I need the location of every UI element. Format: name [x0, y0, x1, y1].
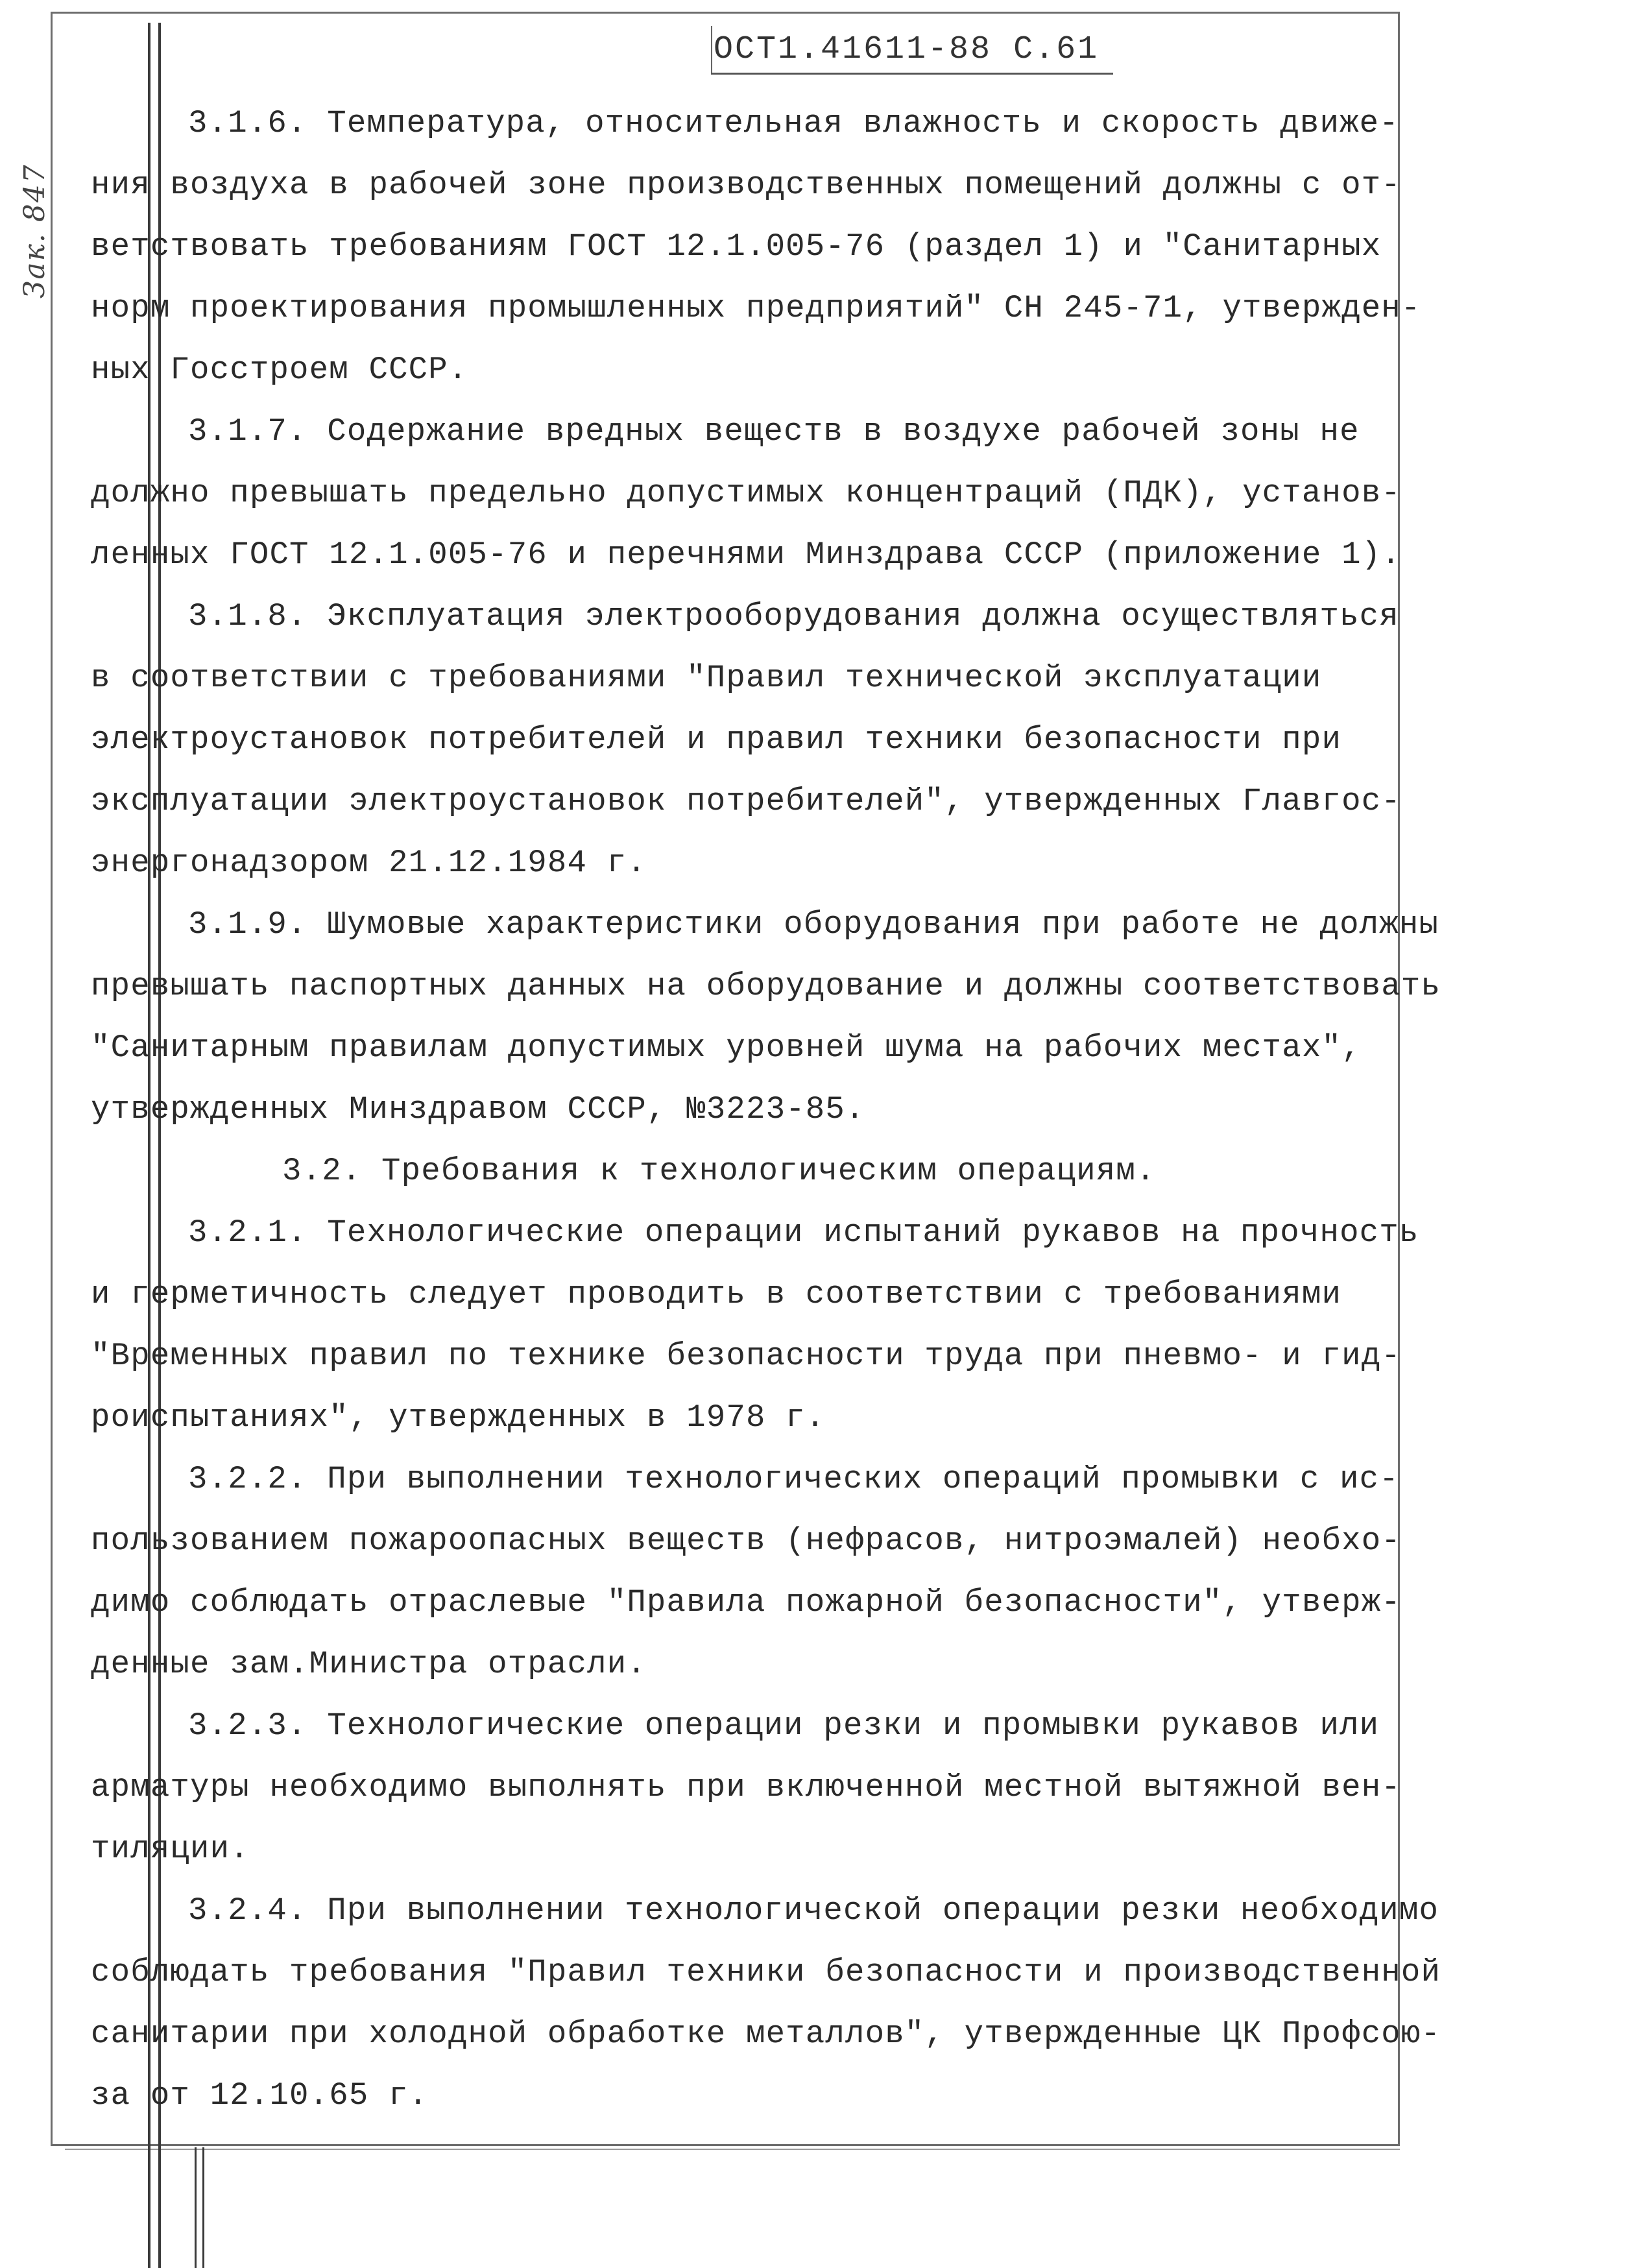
header-underline — [711, 73, 1113, 75]
text-line: денные зам.Министра отрасли. — [91, 1646, 647, 1682]
text-line: должно превышать предельно допустимых концентраций (ПДК), установ- — [91, 475, 1401, 511]
text-line: 3.2.3. Технологические операции резки и промывки рукавов или — [188, 1707, 1380, 1744]
text-line: утвержденных Минздравом СССР, №3223-85. — [91, 1091, 865, 1128]
text-line: электроустановок потребителей и правил техники безопасности при — [91, 721, 1342, 758]
text-line: роиспытаниях", утвержденных в 1978 г. — [91, 1399, 826, 1436]
text-line: превышать паспортных данных на оборудование и должны соответствовать — [91, 968, 1441, 1004]
document-code-header: ОСТ1.41611-88 С.61 — [714, 31, 1100, 68]
handwritten-margin-note: Зак. 847 — [18, 163, 51, 298]
text-line: ветствовать требованиям ГОСТ 12.1.005-76 (раздел 1) и "Санитарных — [91, 228, 1382, 265]
text-line: 3.1.6. Температура, относительная влажность и скорость движе- — [188, 105, 1399, 141]
text-line: норм проектирования промышленных предприятий" СН 245-71, утвержден- — [91, 290, 1421, 326]
frame-bottom-edge — [65, 2149, 1400, 2150]
text-line: ния воздуха в рабочей зоне производственных помещений должны с от- — [91, 167, 1401, 203]
header-tick — [711, 26, 712, 73]
text-line: пользованием пожароопасных веществ (нефрасов, нитроэмалей) необхо- — [91, 1523, 1401, 1559]
text-line: тиляции. — [91, 1831, 250, 1867]
text-line: арматуры необходимо выполнять при включенной местной вытяжной вен- — [91, 1769, 1401, 1805]
text-line: 3.2.1. Технологические операции испытаний рукавов на прочность — [188, 1214, 1419, 1251]
text-line: 3.2.2. При выполнении технологических операций промывки с ис- — [188, 1461, 1399, 1497]
text-line: 3.1.7. Содержание вредных веществ в воздухе рабочей зоны не — [188, 413, 1360, 450]
text-line: "Санитарным правилам допустимых уровней шума на рабочих местах", — [91, 1030, 1362, 1066]
text-line: в соответствии с требованиями "Правил технической эксплуатации — [91, 660, 1322, 696]
text-line: за от 12.10.65 г. — [91, 2077, 429, 2114]
text-line: "Временных правил по технике безопасности труда при пневмо- и гид- — [91, 1338, 1401, 1374]
text-line: ных Госстроем СССР. — [91, 352, 468, 388]
section-heading: 3.2. Требования к технологическим операциям. — [282, 1153, 1156, 1189]
page-frame — [51, 12, 1400, 2146]
text-line: энергонадзором 21.12.1984 г. — [91, 845, 647, 881]
text-line: 3.1.9. Шумовые характеристики оборудования при работе не должны — [188, 906, 1439, 943]
text-line: димо соблюдать отраслевые "Правила пожарной безопасности", утверж- — [91, 1584, 1401, 1621]
binding-stub-right — [202, 2147, 204, 2268]
text-line: и герметичность следует проводить в соответствии с требованиями — [91, 1276, 1342, 1312]
binding-stub-left — [195, 2147, 197, 2268]
text-line: ленных ГОСТ 12.1.005-76 и перечнями Минздрава СССР (приложение 1). — [91, 537, 1401, 573]
text-line: 3.1.8. Эксплуатация электрооборудования должна осуществляться — [188, 598, 1399, 634]
text-line: санитарии при холодной обработке металлов", утвержденные ЦК Профсою- — [91, 2016, 1441, 2052]
text-line: соблюдать требования "Правил техники безопасности и производственной — [91, 1954, 1441, 1990]
text-line: эксплуатации электроустановок потребителей", утвержденных Главгос- — [91, 783, 1401, 819]
text-line: 3.2.4. При выполнении технологической операции резки необходимо — [188, 1892, 1439, 1929]
